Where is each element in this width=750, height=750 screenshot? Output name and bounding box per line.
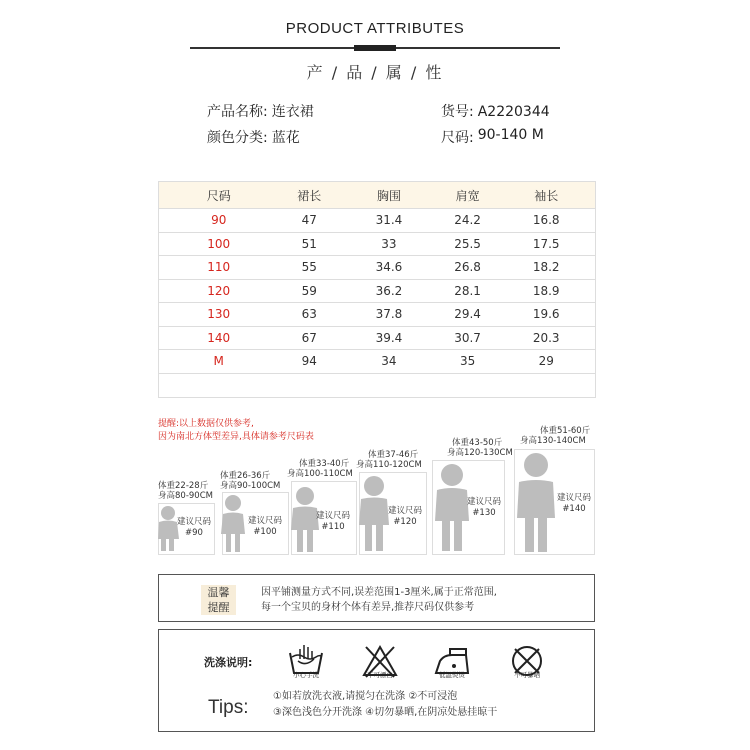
table-row (159, 303, 595, 327)
figure-label-140 (520, 426, 590, 446)
figure-weight: 体重37-46斤 (368, 450, 419, 460)
figure-rec-100 (243, 516, 287, 538)
size-cell: 140 (207, 330, 231, 345)
sleeve-cell: 29 (538, 354, 554, 369)
page-title-cn: 产 / 品 / 属 / 性 (306, 63, 444, 82)
attr-color (207, 127, 300, 147)
attr-item-number (441, 101, 550, 121)
title-divider-accent (354, 45, 396, 51)
shoulder-cell: 26.8 (454, 260, 481, 275)
chest-cell: 37.8 (375, 307, 403, 322)
attr-name-value: 连衣裙 (271, 104, 314, 120)
header-cell-chest: 胸围 (376, 188, 401, 203)
sleeve-cell: 18.2 (532, 260, 560, 275)
size-cell: 120 (207, 283, 231, 298)
attr-color-label: 颜色分类: (207, 130, 268, 146)
figure-rec-size: #90 (185, 528, 203, 538)
chest-cell: 31.4 (375, 213, 403, 228)
sleeve-cell: 19.6 (532, 307, 560, 322)
figure-rec-130 (462, 497, 506, 519)
figure-rec-size: #110 (321, 522, 345, 532)
no-bleach-label: 不可漂白 (367, 671, 393, 679)
length-cell: 47 (301, 213, 317, 228)
figure-rec-label: 建议尺码 (466, 497, 501, 507)
tips-text (273, 689, 497, 721)
page-title-en: PRODUCT ATTRIBUTES (285, 20, 465, 37)
figure-weight: 体重22-28斤 (158, 481, 209, 491)
chest-cell: 34.6 (375, 260, 403, 275)
table-row (159, 327, 595, 351)
figure-rec-size: #120 (393, 517, 417, 527)
figure-rec-label: 建议尺码 (247, 516, 282, 526)
no-sun-dry-label: 不可暴晒 (514, 671, 540, 679)
header-cell-sleeve: 袖长 (534, 188, 559, 203)
size-cell: 110 (207, 260, 231, 275)
tips-label: Tips: (208, 697, 249, 718)
figure-rec-140 (552, 493, 596, 515)
length-cell: 51 (301, 236, 317, 251)
figure-height: 身高120-130CM (447, 448, 513, 458)
figure-label-130 (432, 438, 513, 458)
size-cell: 100 (207, 236, 231, 251)
attr-item-value: A2220344 (477, 104, 550, 120)
figure-label-120 (356, 450, 422, 470)
tips-line-1: ①如若放洗衣液,请搅匀在洗涤 ②不可浸泡 (273, 691, 458, 702)
figure-weight: 体重33-40斤 (299, 459, 350, 469)
attr-size-value: 90-140 M (477, 127, 544, 143)
attr-name-label: 产品名称: (207, 104, 268, 120)
figure-label-110 (287, 459, 353, 479)
figure-height: 身高100-110CM (287, 469, 353, 479)
size-cell: 90 (211, 213, 227, 228)
low-iron-label: 低温熨烫 (439, 671, 465, 679)
header-cell-shoulder: 肩宽 (455, 188, 480, 203)
size-table (158, 181, 596, 398)
table-row (159, 209, 595, 233)
figure-rec-120 (383, 506, 427, 528)
sleeve-cell: 20.3 (532, 330, 560, 345)
warm-tip-badge-line-2: 提醒 (207, 601, 230, 614)
figure-label-100 (220, 471, 280, 491)
length-cell: 59 (301, 283, 317, 298)
warm-tip-badge (201, 585, 236, 615)
figure-weight: 体重51-60斤 (540, 426, 591, 436)
length-cell: 63 (301, 307, 317, 322)
table-row (159, 233, 595, 257)
attr-product-name (207, 101, 314, 121)
figure-height: 身高80-90CM (158, 491, 213, 501)
figure-rec-size: #130 (472, 508, 496, 518)
chest-cell: 39.4 (375, 330, 403, 345)
figure-height: 身高90-100CM (220, 481, 281, 491)
warm-tip-box (158, 574, 595, 622)
washing-box (158, 629, 595, 732)
table-row (159, 350, 595, 374)
warm-tip-line-1: 因平铺测量方式不同,误差范围1-3厘米,属于正常范围, (261, 587, 497, 598)
attr-color-value: 蓝花 (271, 130, 300, 146)
chest-cell: 33 (381, 236, 397, 251)
shoulder-cell: 29.4 (454, 307, 481, 322)
chest-cell: 34 (381, 354, 397, 369)
size-table-header (159, 182, 595, 209)
figure-label-90 (158, 481, 213, 501)
size-cell: M (213, 354, 224, 369)
length-cell: 94 (301, 354, 317, 369)
figure-height: 身高130-140CM (520, 436, 586, 446)
figure-rec-label: 建议尺码 (176, 517, 211, 527)
shoulder-cell: 28.1 (454, 283, 481, 298)
figure-height: 身高110-120CM (356, 460, 422, 470)
figure-rec-label: 建议尺码 (315, 511, 350, 521)
warm-tip-badge-line-1: 温馨 (207, 586, 230, 599)
shoulder-cell: 35 (459, 354, 476, 369)
attr-size-label: 尺码: (441, 130, 474, 146)
table-row (159, 280, 595, 304)
figure-rec-size: #100 (253, 527, 277, 537)
attr-item-label: 货号: (441, 104, 474, 120)
warm-tip-text (261, 585, 497, 615)
notice-line-2: 因为南北方体型差异,具体请参考尺码表 (158, 432, 314, 442)
shoulder-cell: 30.7 (454, 330, 481, 345)
warm-tip-line-2: 每一个宝贝的身材个体有差异,推荐尺码仅供参考 (261, 602, 475, 613)
figure-rec-label: 建议尺码 (387, 506, 422, 516)
sleeve-cell: 16.8 (532, 213, 560, 228)
size-notice (158, 418, 314, 444)
attr-size (441, 127, 548, 147)
shoulder-cell: 24.2 (454, 213, 481, 228)
figure-rec-90 (172, 517, 216, 539)
length-cell: 55 (301, 260, 317, 275)
washing-title: 洗涤说明: (204, 656, 253, 669)
chest-cell: 36.2 (375, 283, 403, 298)
length-cell: 67 (301, 330, 317, 345)
figure-weight: 体重43-50斤 (452, 438, 503, 448)
figure-weight: 体重26-36斤 (220, 471, 271, 481)
header-cell-length: 裙长 (297, 188, 322, 203)
shoulder-cell: 25.5 (454, 236, 481, 251)
table-row (159, 256, 595, 280)
tips-line-2: ③深色浅色分开洗涤 ④切勿暴晒,在阴凉处悬挂晾干 (273, 707, 498, 718)
size-cell: 130 (207, 307, 231, 322)
figure-rec-110 (311, 511, 355, 533)
table-row-empty (159, 374, 595, 398)
sleeve-cell: 17.5 (532, 236, 560, 251)
figure-rec-size: #140 (562, 504, 586, 514)
sleeve-cell: 18.9 (532, 283, 560, 298)
figure-rec-label: 建议尺码 (556, 493, 591, 503)
notice-line-1: 提醒:以上数据仅供参考, (158, 419, 254, 429)
hand-wash-label: 小心手洗 (293, 671, 319, 679)
header-cell-size: 尺码 (206, 188, 231, 203)
